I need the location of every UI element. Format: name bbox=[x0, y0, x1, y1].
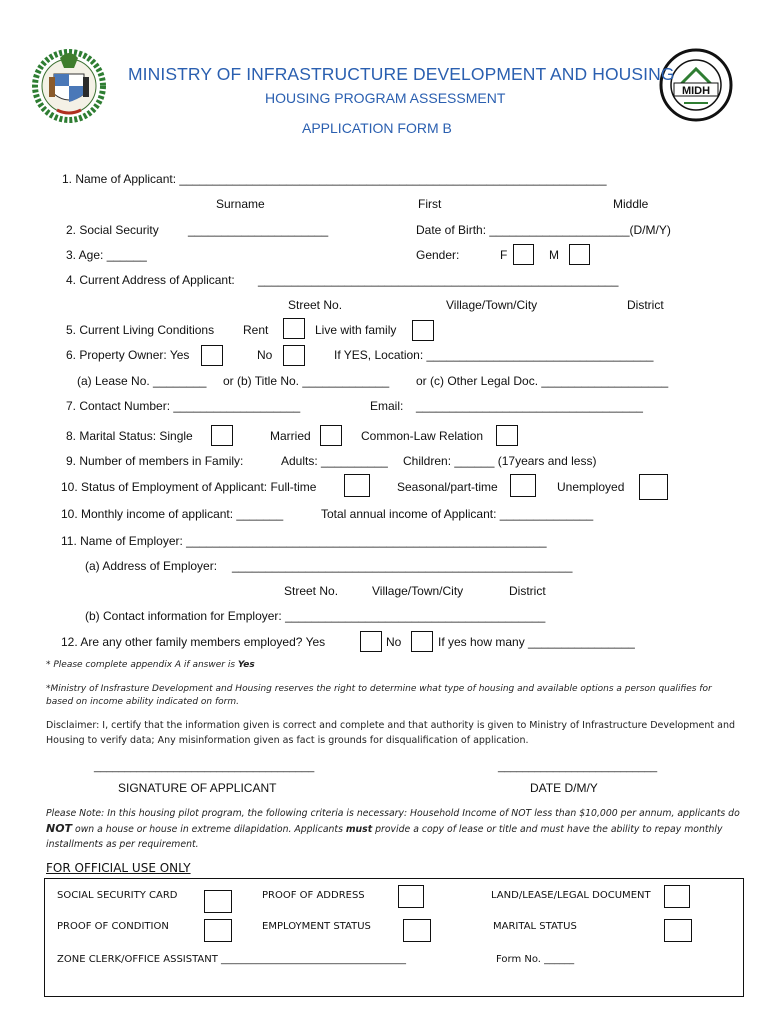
gender-label: Gender: bbox=[416, 248, 460, 262]
gender-f-checkbox[interactable] bbox=[513, 244, 534, 265]
children-field[interactable]: Children: ______ (17years and less) bbox=[403, 454, 597, 468]
rent-label: Rent bbox=[243, 323, 269, 337]
date-label: DATE D/M/Y bbox=[530, 781, 598, 795]
belize-coat-of-arms-logo bbox=[32, 44, 106, 128]
q9-members-in-family: 9. Number of members in Family: bbox=[66, 454, 244, 468]
land-doc-label: LAND/LEASE/LEGAL DOCUMENT bbox=[491, 890, 651, 901]
proof-condition-label: PROOF OF CONDITION bbox=[57, 921, 169, 932]
please-note-part1: Please Note: In this housing pilot program, the following criteria is necessary: Household Income of NOT less than $10,000 per annum, applicants do bbox=[46, 808, 740, 819]
reserve-note: *Ministry of Insfrasture Development and Housing reserves the right to determine what type of housing and available options a person qualifies for based on income ability indicated on form. bbox=[46, 684, 712, 707]
ministry-title: MINISTRY OF INFRASTRUCTURE DEVELOPMENT AND HOUSING bbox=[128, 64, 675, 84]
q10-employment-status: 10. Status of Employment of Applicant: Full-time bbox=[61, 480, 317, 494]
q6-property-owner: 6. Property Owner: Yes bbox=[66, 348, 190, 362]
q4-current-address-label: 4. Current Address of Applicant: bbox=[66, 273, 235, 287]
program-title: HOUSING PROGRAM ASSESSMENT bbox=[265, 90, 506, 106]
other-legal-doc-field[interactable]: or (c) Other Legal Doc. ___________________ bbox=[416, 374, 669, 388]
first-label: First bbox=[418, 197, 442, 211]
employer-street-label: Street No. bbox=[284, 584, 339, 598]
gender-m-checkbox[interactable] bbox=[569, 244, 590, 265]
q5-living-conditions: 5. Current Living Conditions bbox=[66, 323, 215, 337]
disclaimer: Disclaimer: I, certify that the information given is correct and complete and that authority is given to Ministry of Infrastructure Development and Housing to verify data; Any misinformation given as fact is grounds for disqualification of application. bbox=[46, 720, 736, 746]
employment-status-checkbox[interactable] bbox=[403, 919, 431, 942]
village-label: Village/Town/City bbox=[446, 298, 538, 312]
married-checkbox[interactable] bbox=[320, 425, 342, 446]
family-employed-no-checkbox[interactable] bbox=[411, 631, 433, 652]
common-law-label: Common-Law Relation bbox=[361, 429, 484, 443]
zone-clerk-field[interactable]: ZONE CLERK/OFFICE ASSISTANT _____________________________________ bbox=[57, 954, 407, 965]
q3-age-field[interactable]: 3. Age: ______ bbox=[66, 248, 147, 262]
please-note-must: must bbox=[345, 824, 373, 835]
q12-family-employed: 12. Are any other family members employed? Yes bbox=[61, 635, 326, 649]
single-checkbox[interactable] bbox=[211, 425, 233, 446]
q11-employer-name-field[interactable]: 11. Name of Employer: ______________________________________________________ bbox=[61, 534, 547, 548]
midh-logo bbox=[658, 47, 734, 123]
married-label: Married bbox=[270, 429, 311, 443]
employer-address-label: (a) Address of Employer: bbox=[85, 559, 218, 573]
common-law-checkbox[interactable] bbox=[496, 425, 518, 446]
property-owner-yes-checkbox[interactable] bbox=[201, 345, 223, 366]
form-no-field[interactable]: Form No. ______ bbox=[496, 954, 575, 965]
proof-address-label: PROOF OF ADDRESS bbox=[262, 890, 365, 901]
please-note-part2: own a house or house in extreme dilapidation. Applicants bbox=[72, 824, 346, 835]
gender-m-label: M bbox=[549, 248, 559, 262]
official-use-heading: FOR OFFICIAL USE ONLY bbox=[46, 861, 191, 875]
ssc-label: SOCIAL SECURITY CARD bbox=[57, 890, 178, 901]
lease-no-field[interactable]: (a) Lease No. ________ bbox=[77, 374, 207, 388]
unemployed-label: Unemployed bbox=[557, 480, 625, 494]
marital-status-checkbox[interactable] bbox=[664, 919, 692, 942]
employer-village-label: Village/Town/City bbox=[372, 584, 464, 598]
marital-status-label: MARITAL STATUS bbox=[493, 921, 577, 932]
email-field[interactable]: __________________________________ bbox=[416, 399, 643, 413]
current-address-field[interactable]: ______________________________________________________ bbox=[258, 273, 619, 287]
form-title: APPLICATION FORM B bbox=[302, 120, 452, 136]
family-employed-no-label: No bbox=[386, 635, 402, 649]
employment-status-label: EMPLOYMENT STATUS bbox=[262, 921, 371, 932]
property-owner-no-checkbox[interactable] bbox=[283, 345, 305, 366]
live-with-family-label: Live with family bbox=[315, 323, 397, 337]
employer-district-label: District bbox=[509, 584, 546, 598]
q1-name-of-applicant[interactable]: 1. Name of Applicant: ________________________________________________________________ bbox=[62, 172, 607, 186]
please-note bbox=[46, 806, 746, 852]
date-of-birth-field[interactable]: Date of Birth: _____________________(D/M/Y) bbox=[416, 223, 671, 237]
ssc-checkbox[interactable] bbox=[204, 890, 232, 913]
midh-logo-text: MIDH bbox=[681, 85, 711, 97]
land-doc-checkbox[interactable] bbox=[664, 885, 690, 908]
seasonal-label: Seasonal/part-time bbox=[397, 480, 498, 494]
full-time-checkbox[interactable] bbox=[344, 474, 370, 497]
appendix-note bbox=[46, 660, 255, 670]
signature-line[interactable]: ____________________________________ bbox=[94, 761, 315, 773]
how-many-field[interactable]: If yes how many ________________ bbox=[438, 635, 635, 649]
social-security-field[interactable]: _____________________ bbox=[188, 223, 329, 237]
employer-address-field[interactable]: ___________________________________________________ bbox=[232, 559, 573, 573]
title-no-field[interactable]: or (b) Title No. _____________ bbox=[223, 374, 390, 388]
property-owner-no-label: No bbox=[257, 348, 273, 362]
date-line[interactable]: __________________________ bbox=[498, 761, 658, 773]
monthly-income-field[interactable]: 10. Monthly income of applicant: _______ bbox=[61, 507, 284, 521]
q7-contact-number-field[interactable]: 7. Contact Number: ___________________ bbox=[66, 399, 301, 413]
gender-f-label: F bbox=[500, 248, 508, 262]
unemployed-checkbox[interactable] bbox=[639, 474, 668, 500]
q8-marital-status-single: 8. Marital Status: Single bbox=[66, 429, 193, 443]
district-label: District bbox=[627, 298, 664, 312]
signature-label: SIGNATURE OF APPLICANT bbox=[118, 781, 277, 795]
surname-label: Surname bbox=[216, 197, 265, 211]
live-with-family-checkbox[interactable] bbox=[412, 320, 434, 341]
employer-contact-field[interactable]: (b) Contact information for Employer: _______________________________________ bbox=[85, 609, 546, 623]
family-employed-yes-checkbox[interactable] bbox=[360, 631, 382, 652]
middle-label: Middle bbox=[613, 197, 649, 211]
rent-checkbox[interactable] bbox=[283, 318, 305, 339]
if-yes-location-field[interactable]: If YES, Location: __________________________________ bbox=[334, 348, 654, 362]
q2-social-security: 2. Social Security bbox=[66, 223, 159, 237]
please-note-not: NOT bbox=[46, 822, 73, 835]
proof-condition-checkbox[interactable] bbox=[204, 919, 232, 942]
appendix-note-yes: Yes bbox=[237, 660, 255, 670]
street-no-label: Street No. bbox=[288, 298, 343, 312]
email-label: Email: bbox=[370, 399, 404, 413]
please-note-part3: provide a copy of lease or title and must have the ability to repay monthly installments as per requirement. bbox=[46, 824, 723, 850]
appendix-note-text: * Please complete appendix A if answer is bbox=[46, 660, 238, 670]
seasonal-checkbox[interactable] bbox=[510, 474, 536, 497]
adults-field[interactable]: Adults: __________ bbox=[281, 454, 388, 468]
annual-income-field[interactable]: Total annual income of Applicant: ______________ bbox=[321, 507, 594, 521]
proof-address-checkbox[interactable] bbox=[398, 885, 424, 908]
